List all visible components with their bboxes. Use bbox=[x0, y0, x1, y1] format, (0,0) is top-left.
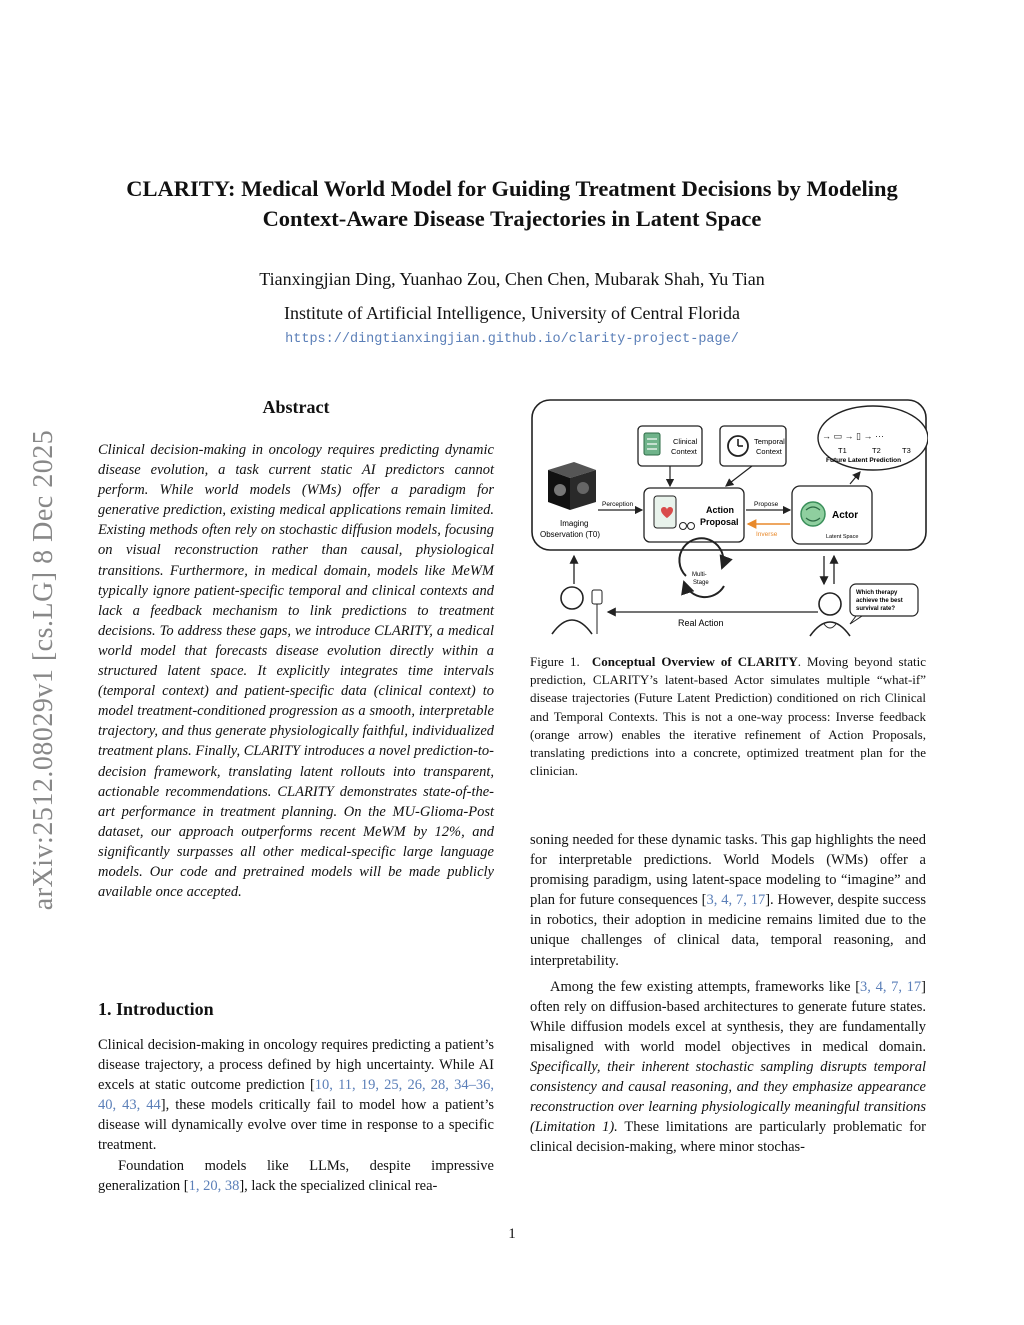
svg-text:Real Action: Real Action bbox=[678, 618, 724, 628]
temporal-context-box bbox=[720, 426, 786, 466]
paper-title bbox=[60, 174, 964, 234]
clinician-icon bbox=[810, 593, 850, 636]
citation-link[interactable]: 3, 4, 7, 17 bbox=[706, 892, 766, 909]
svg-text:Observation (T0): Observation (T0) bbox=[540, 530, 601, 539]
abstract-text bbox=[98, 440, 494, 902]
caption-title: Conceptual Overview of CLARITY bbox=[591, 654, 798, 669]
svg-text:Clinical: Clinical bbox=[673, 437, 698, 446]
patient-icon bbox=[552, 587, 602, 634]
title-line-2: Context-Aware Disease Trajectories in Latent Space bbox=[262, 206, 762, 231]
svg-text:Temporal: Temporal bbox=[754, 437, 785, 446]
right-paragraph-2: Among the few existing attempts, frameworks like [3, 4, 7, 17] often rely on diffusion-based architectures to generate future states. While diffusion models excel at synthesis, they are fundamentally misaligned with world model objectives in medical domain. Specifically, their inherent stochastic sampling disrupts temporal consistency and causal reasoning, and they emphasize appearance reconstruction over learning physiologically meaningful transitions (Limitation 1). These limitations are particularly problematic for clinical decision-making, where minor stochas- bbox=[530, 978, 926, 1156]
right-column-text bbox=[530, 830, 926, 1158]
svg-text:Actor: Actor bbox=[832, 510, 859, 521]
actor-box bbox=[792, 486, 872, 544]
svg-text:T1: T1 bbox=[838, 446, 847, 455]
svg-text:Perception: Perception bbox=[602, 501, 634, 508]
svg-text:Context: Context bbox=[756, 447, 782, 456]
svg-text:Action: Action bbox=[706, 505, 734, 515]
project-url[interactable]: https://dingtianxingjian.github.io/clarity-project-page/ bbox=[285, 332, 739, 347]
svg-text:Latent Space: Latent Space bbox=[826, 534, 859, 540]
svg-text:Propose: Propose bbox=[754, 501, 779, 508]
citation-link[interactable]: 1, 20, 38 bbox=[188, 1177, 240, 1194]
svg-text:Which therapy: Which therapy bbox=[856, 590, 898, 596]
svg-text:Inverse: Inverse bbox=[756, 531, 778, 538]
title-line-1: CLARITY: Medical World Model for Guiding Treatment Decisions by Modeling bbox=[126, 176, 898, 201]
arxiv-id: arXiv:2512.08029v1 [cs.LG] 8 Dec 2025 bbox=[28, 429, 59, 911]
affiliation: Institute of Artificial Intelligence, University of Central Florida bbox=[284, 303, 740, 323]
intro-heading: 1. Introduction bbox=[98, 999, 214, 1019]
svg-text:T3: T3 bbox=[902, 446, 911, 455]
svg-text:Imaging: Imaging bbox=[560, 519, 589, 528]
svg-text:→ ▭ → ▯ → ···: → ▭ → ▯ → ··· bbox=[822, 431, 884, 441]
intro-text bbox=[98, 1035, 494, 1196]
authors: Tianxingjian Ding, Yuanhao Zou, Chen Chen, Mubarak Shah, Yu Tian bbox=[259, 269, 765, 289]
svg-text:Proposal: Proposal bbox=[700, 517, 739, 527]
brain-icon bbox=[801, 502, 825, 526]
question-bubble bbox=[850, 584, 918, 624]
svg-text:survival rate?: survival rate? bbox=[856, 606, 896, 612]
page-number: 1 bbox=[508, 1226, 516, 1242]
svg-text:T2: T2 bbox=[872, 446, 881, 455]
svg-text:Stage: Stage bbox=[693, 580, 709, 586]
citation-link[interactable]: 10, 11, 19, 25, 26, 28, 34–36, 40, 43, 44 bbox=[98, 1077, 494, 1114]
svg-text:achieve the best: achieve the best bbox=[856, 598, 903, 604]
right-paragraph-1: soning needed for these dynamic tasks. This gap highlights the need for interpretable predictions. World Models (WMs) offer a promising paradigm, using latent-space modeling to “imagine” and plan for future consequences [3, 4, 7, 17]. However, despite success in robotics, their adoption in medicine remains limited due to the unique challenges of clinical data, temporal reasoning, and interpretability. bbox=[530, 832, 927, 969]
clinical-context-box bbox=[638, 426, 702, 466]
figure-1 bbox=[530, 398, 928, 638]
figure-1-caption: Figure 1. Conceptual Overview of CLARITY. Moving beyond static prediction, CLARITY’s latent-based Actor simulates multiple “what-if” disease trajectories (Future Latent Prediction) conditioned on rich Clinical and Temporal Contexts. This is not a one-way process: Inverse feedback (orange arrow) enables the iterative refinement of Action Proposals, translating predictions into a concrete, optimized treatment plan for the clinician. bbox=[530, 654, 926, 779]
abstract-body: Clinical decision-making in oncology requires predicting dynamic disease evolution, a task current static AI predictors cannot perform. While world models (WMs) offer a paradigm for generative prediction, existing medical applications remain limited. Existing methods often rely on stochastic diffusion models, focusing on visual reconstruction rather than causal, physiological transitions. Furthermore, in medical domain, models like MeWM typically ignore patient-specific temporal and clinical contexts and lack a feedback mechanism to link predictions to treatment decisions. To address these gaps, we introduce CLARITY, a medical world model that forecasts disease evolution directly within a structured latent space. It explicitly integrates time intervals (temporal context) and patient-specific data (clinical context) to model treatment-conditioned progression as a smooth, interpretable trajectory, and thus generate physiologically faithful, individualized treatment plans. Finally, CLARITY introduces a novel prediction-to-decision framework, translating latent rollouts into transparent, actionable recommendations. CLARITY demonstrates state-of-the-art performance in treatment planning. On the MU-Glioma-Post dataset, our approach outperforms recent MeWM by 12%, and significantly surpasses all other medical-specific large language models. Our code and pretrained models will be made publicly available once accepted. bbox=[98, 442, 494, 901]
imaging-cube-icon bbox=[548, 462, 596, 510]
arxiv-sidebar bbox=[16, 380, 72, 960]
citation-link[interactable]: 3, 4, 7, 17 bbox=[860, 978, 922, 995]
action-proposal-box bbox=[644, 488, 744, 542]
svg-text:Future Latent Prediction: Future Latent Prediction bbox=[826, 457, 902, 464]
figure-1-diagram bbox=[530, 398, 928, 638]
svg-text:Context: Context bbox=[671, 447, 697, 456]
svg-text:Multi-: Multi- bbox=[692, 572, 707, 578]
future-prediction-cloud bbox=[818, 406, 928, 470]
abstract-heading: Abstract bbox=[262, 397, 330, 417]
intro-paragraph-1: Clinical decision-making in oncology requires predicting a patient’s disease trajectory, a process defined by high uncertainty. While AI excels at static outcome prediction [10, 11, 19, 25, 26, 28, 34–36, 40, 43, 44], these models critically fail to model how a patient’s disease will dynamically evolve over time in response to a specific treatment. bbox=[98, 1037, 495, 1154]
intro-paragraph-2: Foundation models like LLMs, despite impressive generalization [1, 20, 38], lack the specialized clinical rea- bbox=[98, 1157, 494, 1194]
